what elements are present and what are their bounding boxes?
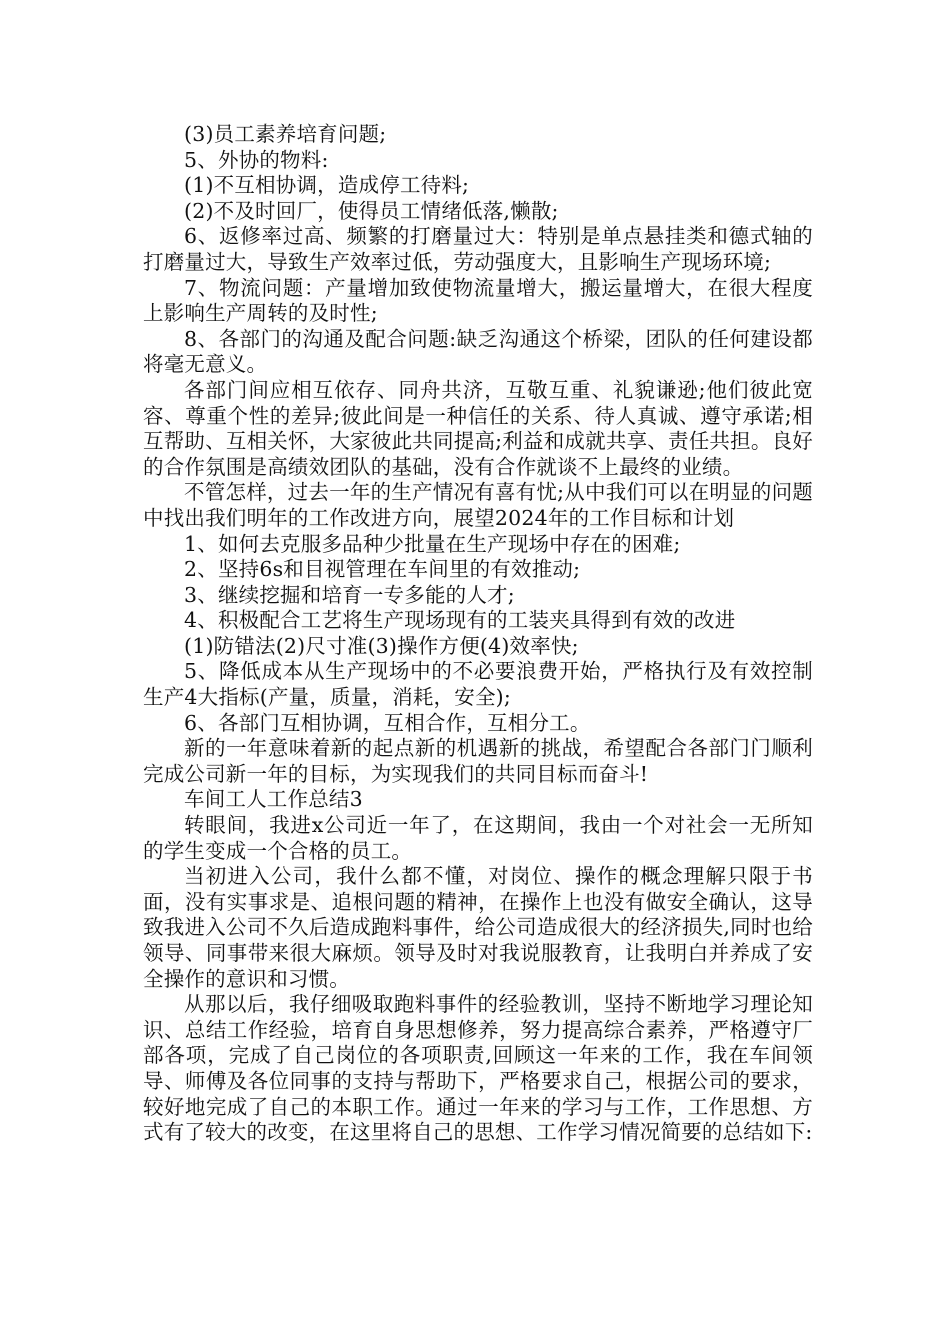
paragraph: 1、如何去克服多品种少批量在生产现场中存在的困难; (184, 531, 681, 556)
paragraph: (1)不互相协调，造成停工待料; (184, 173, 470, 198)
paragraph: (1)防错法(2)尺寸准(3)操作方便(4)效率快; (184, 633, 579, 658)
paragraph: 4、积极配合工艺将生产现场现有的工装夹具得到有效的改进 (184, 608, 736, 633)
document-body (143, 122, 813, 1146)
paragraph: 8、各部门的沟通及配合问题:缺乏沟通这个桥梁，团队的任何建设都将毫无意义。 (143, 326, 813, 377)
paragraph: 5、降低成本从生产现场中的不必要浪费开始，严格执行及有效控制生产4大指标(产量，质量，消耗，安全); (143, 659, 813, 710)
paragraph: 新的一年意味着新的起点新的机遇新的挑战，希望配合各部门门顺利完成公司新一年的目标，为实现我们的共同目标而奋斗! (143, 736, 813, 786)
paragraph: 6、返修率过高、频繁的打磨量过大：特别是单点悬挂类和德式轴的打磨量过大，导致生产效率过低，劳动强度大，且影响生产现场环境; (143, 224, 813, 274)
paragraph: 转眼间，我进x公司近一年了，在这期间，我由一个对社会一无所知的学生变成一个合格的员工。 (143, 813, 813, 863)
paragraph: (2)不及时回厂，使得员工情绪低落,懒散; (184, 198, 559, 223)
paragraph: 各部门间应相互依存、同舟共济，互敬互重、礼貌谦逊;他们彼此宽容、尊重个性的差异;彼此间是一种信任的关系、待人真诚、遵守承诺;相互帮助、互相关怀，大家彼此共同提高;利益和成就共享、责任共担。良好的合作氛围是高绩效团队的基础，没有合作就谈不上最终的业绩。 (143, 377, 813, 479)
paragraph: 6、各部门互相协调，互相合作，互相分工。 (184, 710, 591, 735)
paragraph: 当初进入公司，我什么都不懂，对岗位、操作的概念理解只限于书面，没有实事求是、追根问题的精神，在操作上也没有做安全确认，这导致我进入公司不久后造成跑料事件，给公司造成很大的经济损失,同时也给领导、同事带来很大麻烦。领导及时对我说服教育，让我明白并养成了安全操作的意识和习惯。 (143, 864, 813, 991)
paragraph: 从那以后，我仔细吸取跑料事件的经验教训，坚持不断地学习理论知识、总结工作经验，培育自身思想修养，努力提高综合素养，严格遵守厂部各项，完成了自己岗位的各项职责,回顾这一年来的工作，我在车间领导、师傅及各位同事的支持与帮助下，严格要求自己，根据公司的要求，较好地完成了自己的本职工作。通过一年来的学习与工作，工作思想、方式有了较大的改变，在这里将自己的思想、工作学习情况简要的总结如下: (143, 992, 813, 1145)
paragraph: 7、物流问题：产量增加致使物流量增大，搬运量增大，在很大程度上影响生产周转的及时性; (143, 275, 813, 326)
section-heading: 车间工人工作总结3 (184, 787, 363, 812)
paragraph: 不管怎样，过去一年的生产情况有喜有忧;从中我们可以在明显的问题中找出我们明年的工作改进方向，展望2024年的工作目标和计划 (143, 480, 813, 530)
paragraph: 2、坚持6s和目视管理在车间里的有效推动; (184, 557, 581, 582)
paragraph: 5、外协的物料: (184, 147, 329, 172)
paragraph: 3、继续挖掘和培育一专多能的人才; (184, 582, 515, 607)
paragraph: (3)员工素养培育问题; (184, 122, 387, 146)
